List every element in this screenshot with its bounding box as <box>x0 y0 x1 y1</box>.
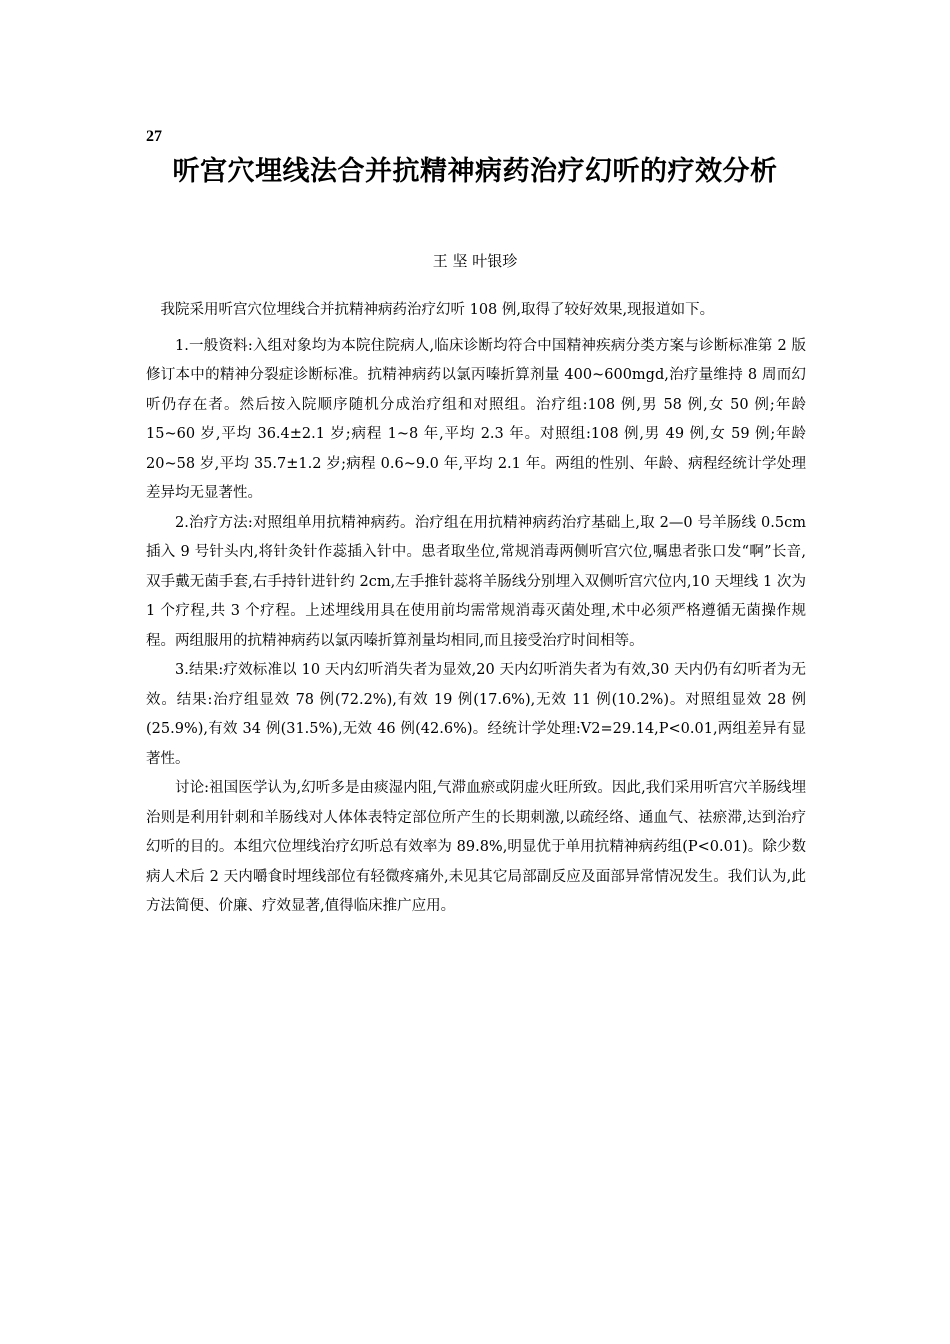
discussion-paragraph: 讨论:祖国医学认为,幻听多是由痰湿内阻,气滞血瘀或阴虚火旺所致。因此,我们采用听宫穴羊肠线埋治则是利用针刺和羊肠线对人体体表特定部位所产生的长期刺激,以疏经络、通血气、祛瘀滞,达到治疗幻听的目的。本组穴位埋线治疗幻听总有效率为 89.8%,明显优于单用抗精神病药组(P<0.01)。除少数病人术后 2 天内嚼食时埋线部位有轻微疼痛外,未见其它局部副反应及面部异常情况发生。我们认为,此方法简便、价廉、疗效显著,值得临床推广应用。 <box>146 780 806 914</box>
article-body <box>146 296 806 922</box>
article-authors: 王 坚 叶银珍 <box>432 252 518 270</box>
intro-paragraph: 我院采用听宫穴位埋线合并抗精神病药治疗幻听 108 例,取得了较好效果,现报道如下。 <box>160 302 715 318</box>
article-title: 听宫穴埋线法合并抗精神病药治疗幻听的疗效分析 <box>172 156 778 187</box>
general-data-paragraph: 1.一般资料:入组对象均为本院住院病人,临床诊断均符合中国精神疾病分类方案与诊断标准第 2 版修订本中的精神分裂症诊断标准。抗精神病药以氯丙嗪折算剂量 400~600mgd,治疗量维持 8 周而幻听仍存在者。然后按入院顺序随机分成治疗组和对照组。治疗组:108 例,男 58 例,女 50 例;年龄 15~60 岁,平均 36.4±2.1 岁;病程 1~8 年,平均 2.3 年。对照组:108 例,男 49 例,女 59 例;年龄 20~58 岁,平均 35.7±1.2 岁;病程 0.6~9.0 年,平均 2.1 年。两组的性别、年龄、病程经统计学处理差异均无显著性。 <box>146 337 806 501</box>
results-paragraph: 3.结果:疗效标准以 10 天内幻听消失者为显效,20 天内幻听消失者为有效,30 天内仍有幻听者为无效。结果:治疗组显效 78 例(72.2%),有效 19 例(17.6%),无效 11 例(10.2%)。对照组显效 28 例(25.9%),有效 34 例(31.5%),无效 46 例(42.6%)。经统计学处理:V2=29.14,P<0.01,两组差异有显著性。 <box>146 662 806 767</box>
page-number: 27 <box>146 128 162 145</box>
treatment-method-paragraph: 2.治疗方法:对照组单用抗精神病药。治疗组在用抗精神病药治疗基础上,取 2—0 号羊肠线 0.5cm 插入 9 号针头内,将针灸针作蕊插入针中。患者取坐位,常规消毒两侧听宫穴位,嘱患者张口发“啊”长音,双手戴无菌手套,右手持针进针约 2cm,左手推针蕊将羊肠线分别埋入双侧听宫穴位内,10 天埋线 1 次为 1 个疗程,共 3 个疗程。上述埋线用具在使用前均需常规消毒灭菌处理,术中必须严格遵循无菌操作规程。两组服用的抗精神病药以氯丙嗪折算剂量均相同,而且接受治疗时间相等。 <box>146 514 806 649</box>
